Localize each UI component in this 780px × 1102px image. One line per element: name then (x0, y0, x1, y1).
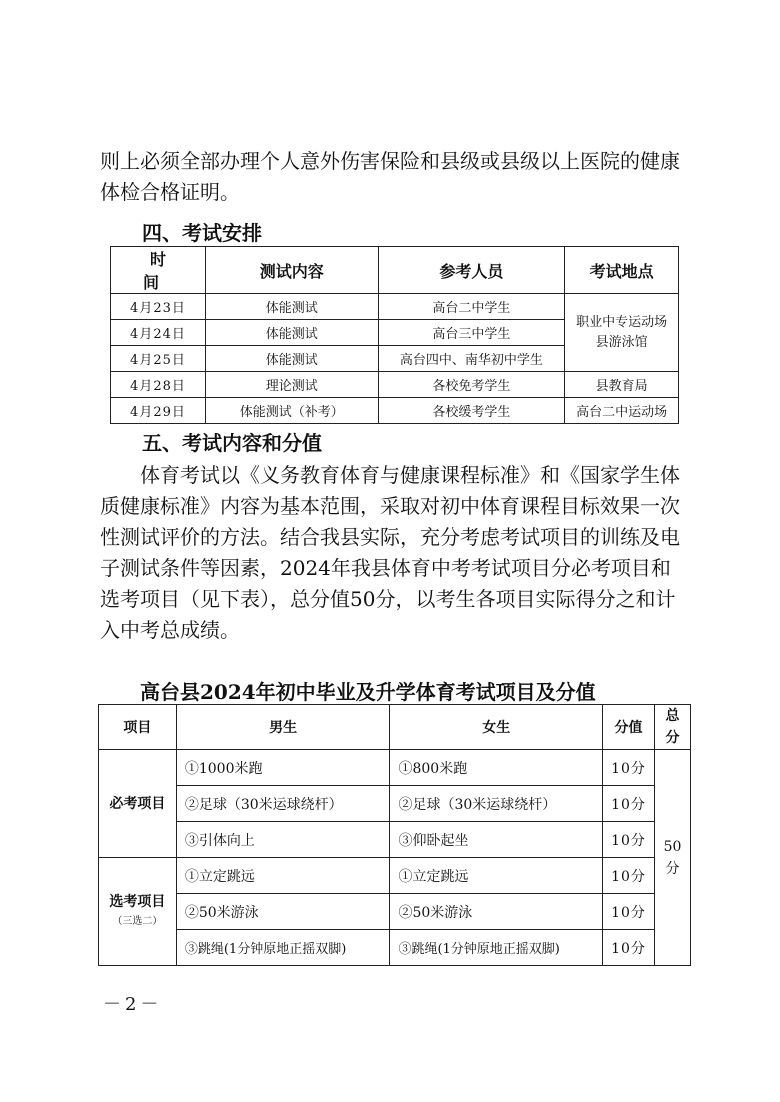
elective-label: 选考项目 (109, 893, 166, 910)
table-row (99, 786, 691, 822)
header-total: 总分 (654, 705, 690, 750)
location-cell: 高台二中运动场 (565, 398, 679, 424)
male-item-cell: ①1000米跑 (176, 750, 390, 786)
score-table (98, 704, 691, 966)
content-cell: 体能测试 (205, 294, 378, 320)
table-row (99, 894, 691, 930)
female-item-cell: ②50米游泳 (390, 894, 603, 930)
people-cell: 各校免考学生 (378, 372, 565, 398)
female-item-cell: ①立定跳远 (390, 858, 603, 894)
table-row (111, 398, 679, 424)
male-item-cell: ②足球（30米运球绕杆） (176, 786, 390, 822)
people-cell: 高台四中、南华初中学生 (378, 346, 565, 372)
score-cell: 10分 (603, 894, 655, 930)
schedule-header-row (111, 247, 679, 294)
header-item: 项目 (99, 705, 177, 750)
location-cell-merged: 职业中专运动场县游泳馆 (565, 294, 679, 372)
male-item-cell: ①立定跳远 (176, 858, 390, 894)
male-item-cell: ③引体向上 (176, 822, 390, 858)
score-header-row (99, 705, 691, 750)
female-item-cell: ③仰卧起坐 (390, 822, 603, 858)
table-row (111, 294, 679, 320)
table-row (111, 372, 679, 398)
date-cell: 4月24日 (111, 320, 206, 346)
male-item-cell: ②50米游泳 (176, 894, 390, 930)
schedule-table (110, 246, 679, 424)
date-cell: 4月28日 (111, 372, 206, 398)
header-location: 考试地点 (565, 247, 679, 294)
elective-note: （三选二） (112, 915, 163, 927)
header-male: 男生 (176, 705, 390, 750)
section5-text: 体育考试以《义务教育体育与健康课程标准》和《国家学生体质健康标准》内容为基本范围，采取对初中体育课程目标效果一次性测试评价的方法。结合我县实际，充分考虑考试项目的训练及电子测试条件等因素，2024年我县体育中考考试项目分必考项目和选考项目（见下表），总分值50分，以考生各项目实际得分之和计入中考总成绩。 (100, 463, 680, 642)
header-time: 时 间 (111, 247, 206, 294)
content-cell: 体能测试（补考） (205, 398, 378, 424)
score-cell: 10分 (603, 822, 655, 858)
location-cell: 县教育局 (565, 372, 679, 398)
content-cell: 体能测试 (205, 320, 378, 346)
date-cell: 4月25日 (111, 346, 206, 372)
table-row (99, 858, 691, 894)
female-item-cell: ③跳绳(1分钟原地正摇双脚) (390, 930, 603, 966)
page-number: －2－ (103, 994, 163, 1015)
table-row (99, 750, 691, 786)
score-cell: 10分 (603, 930, 655, 966)
elective-group-label (99, 858, 177, 966)
content-cell: 体能测试 (205, 346, 378, 372)
people-cell: 高台三中学生 (378, 320, 565, 346)
score-cell: 10分 (603, 786, 655, 822)
score-cell: 10分 (603, 750, 655, 786)
people-cell: 各校缓考学生 (378, 398, 565, 424)
total-score-cell: 50分 (654, 750, 690, 966)
section5-heading: 五、考试内容和分值 (142, 431, 322, 455)
header-people: 参考人员 (378, 247, 565, 294)
score-cell: 10分 (603, 858, 655, 894)
content-cell: 理论测试 (205, 372, 378, 398)
female-item-cell: ②足球（30米运球绕杆） (390, 786, 603, 822)
female-item-cell: ①800米跑 (390, 750, 603, 786)
table-row (99, 822, 691, 858)
section4-heading: 四、考试安排 (142, 221, 262, 245)
people-cell: 高台二中学生 (378, 294, 565, 320)
date-cell: 4月23日 (111, 294, 206, 320)
section5-paragraph (100, 460, 685, 646)
intro-text: 则上必须全部办理个人意外伤害保险和县级或县级以上医院的健康体检合格证明。 (100, 149, 680, 204)
header-content: 测试内容 (205, 247, 378, 294)
required-group-label: 必考项目 (99, 750, 177, 858)
male-item-cell: ③跳绳(1分钟原地正摇双脚) (176, 930, 390, 966)
header-score: 分值 (603, 705, 655, 750)
table-row (99, 930, 691, 966)
header-female: 女生 (390, 705, 603, 750)
intro-paragraph (100, 146, 685, 208)
date-cell: 4月29日 (111, 398, 206, 424)
score-table-title: 高台县2024年初中毕业及升学体育考试项目及分值 (140, 680, 596, 704)
